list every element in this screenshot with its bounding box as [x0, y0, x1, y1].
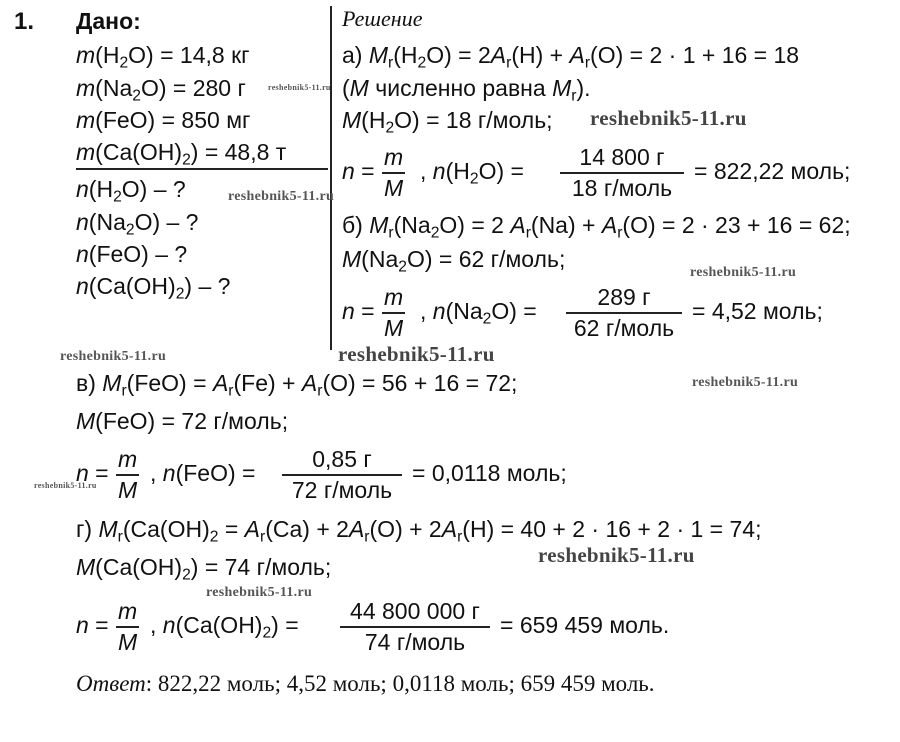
watermark: reshebnik5-11.ru: [268, 83, 331, 92]
watermark: reshebnik5-11.ru: [338, 342, 495, 366]
watermark: reshebnik5-11.ru: [60, 349, 167, 364]
part-b-fraction: 289 г 62 г/моль: [566, 286, 682, 340]
watermark: reshebnik5-11.ru: [690, 265, 797, 280]
part-g-formula-fraction: $\frac{m}{M}$: [118, 598, 138, 655]
part-g-formula: n =: [76, 612, 109, 638]
part-v-result: = 0,0118 моль;: [412, 460, 567, 486]
find-item-iron-oxide: n(FeO) – ?: [76, 241, 188, 267]
part-g-line1: г) $M_r(Ca(OH)_2 = A_r(Ca) + 2A_r(O) + 2A_r(H) = 40 + 2 \cdot 16 + 2 \cdot 1 = 74$;: [76, 516, 762, 546]
answer-line: Ответ: 822,22 моль; 4,52 моль; 0,0118 моль; 659 459 моль.: [76, 671, 655, 696]
part-b-line1: б) $M_r(Na_2O) = 2$ $A_r(Na) + A_r(O) = 2 \cdot 23 + 16 = 62$;: [342, 212, 851, 242]
watermark: reshebnik5-11.ru: [206, 585, 313, 600]
part-g-fraction: 44 800 000 г 74 г/моль: [340, 600, 490, 654]
part-v-formula: n =: [76, 460, 109, 486]
part-v-formula-fraction: $\frac{m}{M}$: [118, 446, 138, 503]
given-item-water: $m(H_2O) = 14,8$ кг: [76, 42, 250, 72]
watermark: reshebnik5-11.ru: [590, 106, 747, 130]
part-v-molar-mass: M(FeO) = 72 г/моль;: [76, 408, 289, 434]
watermark: reshebnik5-11.ru: [692, 375, 799, 390]
part-v-line1: в) $M_r(FeO) = A_r(Fe) + A_r(O) = 56 + 16 = 72$;: [76, 370, 518, 400]
find-item-water: $n(H_2O)$ – ?: [76, 176, 186, 206]
part-a-fraction: 14 800 г 18 г/моль: [560, 146, 684, 200]
part-a-result: = 822,22 моль;: [694, 158, 851, 184]
solution-title: Решение: [342, 6, 423, 31]
part-g-n-label: , $n(Ca(OH)_2)$ =: [150, 612, 299, 642]
watermark: reshebnik5-11.ru: [228, 189, 335, 204]
part-v-fraction: 0,85 г 72 г/моль: [282, 448, 402, 502]
part-g-result: = 659 459 моль.: [500, 612, 670, 638]
part-g-molar-mass: $M(Ca(OH)_2) = 74$ г/моль;: [76, 554, 332, 584]
given-divider: [76, 168, 328, 170]
watermark: reshebnik5-11.ru: [538, 543, 695, 567]
part-b-molar-mass: $M(Na_2O) = 62$ г/моль;: [342, 246, 566, 276]
part-v-n-label: , n(FeO) =: [150, 460, 256, 486]
given-item-iron-oxide: m(FeO) = 850 мг: [76, 107, 251, 133]
part-a-n-label: , $n(H_2O)$ =: [420, 158, 524, 188]
given-title: Дано:: [76, 8, 141, 34]
given-item-calcium-hydroxide: $m(Ca(OH)_2) = 48,8$ т: [76, 139, 287, 169]
part-a-formula-fraction: $\frac{m}{M}$: [384, 144, 404, 201]
part-b-n-label: , $n(Na_2O)$ =: [420, 298, 537, 328]
given-solution-separator: [330, 6, 332, 350]
part-b-formula: n =: [342, 298, 375, 324]
part-a-molar-mass: $M(H_2O) = 18$ г/моль;: [342, 107, 553, 137]
part-a-formula: n =: [342, 158, 375, 184]
part-a-line2: (M численно равна $M_r$).: [342, 75, 591, 105]
part-a-line1: а) $M_r(H_2O) = 2A_r(H) + A_r(O) = 2 \cdot 1 + 16 = 18$: [342, 42, 800, 72]
given-item-sodium-oxide: $m(Na_2O) = 280$ г: [76, 75, 246, 105]
part-b-formula-fraction: $\frac{m}{M}$: [384, 284, 404, 341]
problem-number: 1.: [14, 8, 35, 35]
part-b-result: = 4,52 моль;: [692, 298, 823, 324]
watermark: reshebnik5-11.ru: [34, 481, 97, 490]
find-item-sodium-oxide: $n(Na_2O)$ – ?: [76, 209, 199, 239]
find-item-calcium-hydroxide: $n(Ca(OH)_2)$ – ?: [76, 273, 231, 303]
